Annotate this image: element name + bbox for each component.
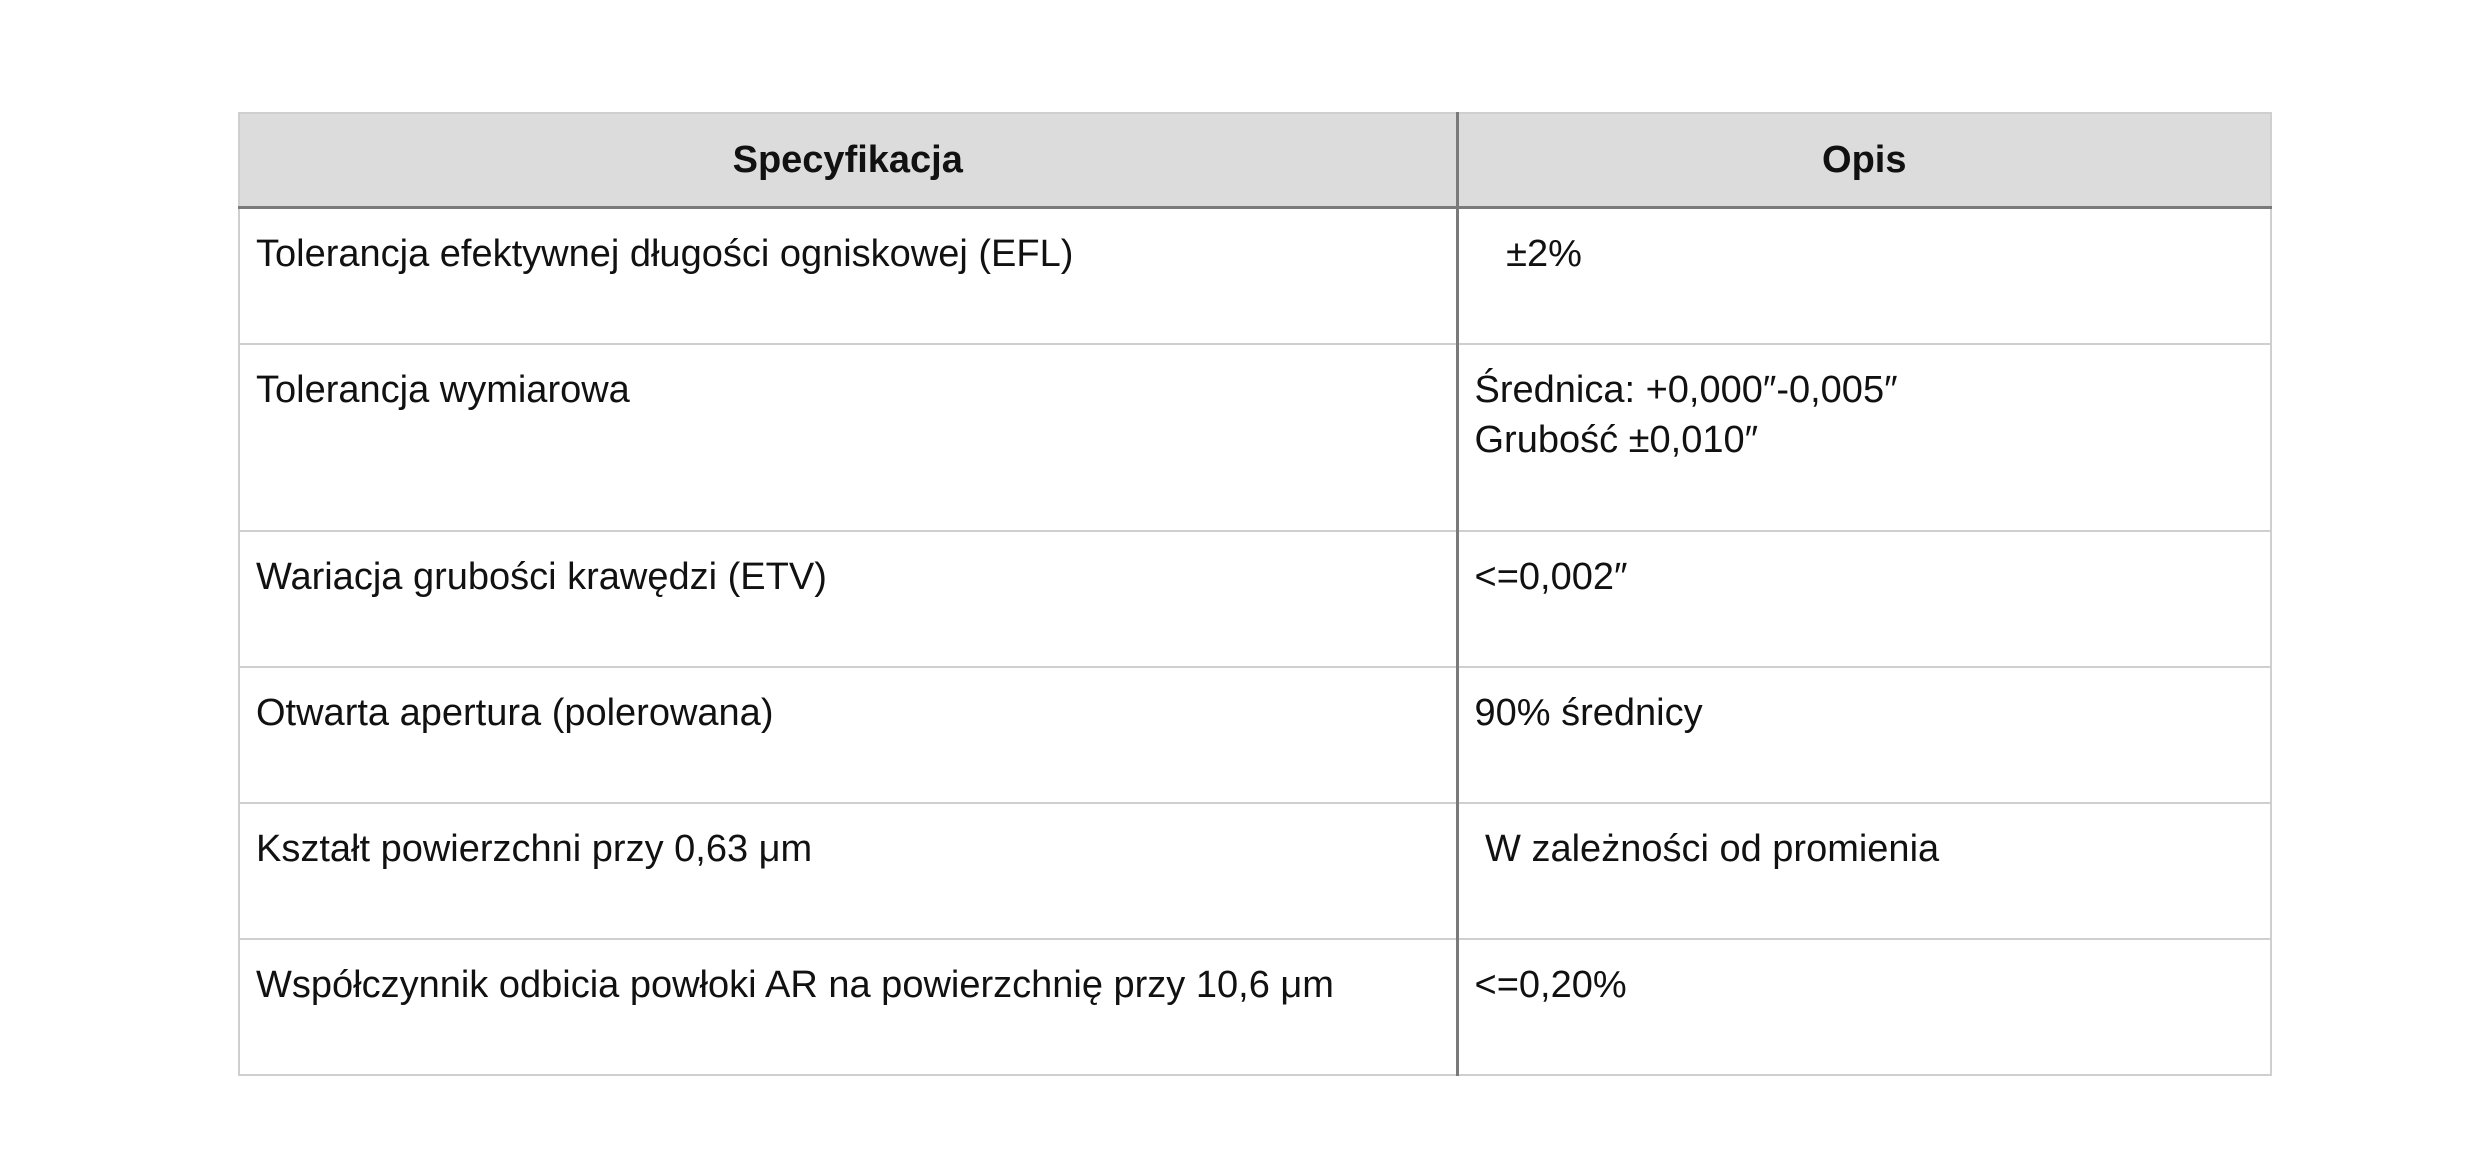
table-row xyxy=(239,344,2271,531)
column-header-desc: Opis xyxy=(1457,113,2271,208)
spec-cell: Tolerancja wymiarowa xyxy=(239,344,1457,531)
table-row xyxy=(239,667,2271,803)
table-row xyxy=(239,208,2271,344)
table-row xyxy=(239,531,2271,667)
spec-cell: Otwarta apertura (polerowana) xyxy=(239,667,1457,803)
table-row xyxy=(239,939,2271,1075)
desc-line: Grubość ±0,010″ xyxy=(1474,418,1759,461)
desc-line: ±2% xyxy=(1474,233,1582,275)
spec-cell: Wariacja grubości krawędzi (ETV) xyxy=(239,531,1457,667)
spec-cell: Tolerancja efektywnej długości ogniskowej (EFL) xyxy=(239,208,1457,344)
table-row xyxy=(239,803,2271,939)
desc-cell xyxy=(1457,939,2271,1075)
desc-line: 90% średnicy xyxy=(1474,691,1703,734)
desc-line: <=0,002″ xyxy=(1474,555,1628,598)
column-header-spec: Specyfikacja xyxy=(239,113,1457,208)
desc-line: W zależności od promienia xyxy=(1474,827,1940,870)
desc-line: <=0,20% xyxy=(1474,963,1627,1006)
desc-cell xyxy=(1457,208,2271,344)
desc-cell xyxy=(1457,344,2271,531)
desc-cell xyxy=(1457,667,2271,803)
table-header-row xyxy=(239,113,2271,208)
specification-table xyxy=(238,112,2272,1076)
desc-cell xyxy=(1457,531,2271,667)
desc-cell xyxy=(1457,803,2271,939)
desc-line: Średnica: +0,000″-0,005″ xyxy=(1474,368,1898,411)
spec-cell: Kształt powierzchni przy 0,63 μm xyxy=(239,803,1457,939)
spec-cell: Współczynnik odbicia powłoki AR na powierzchnię przy 10,6 μm xyxy=(239,939,1457,1075)
